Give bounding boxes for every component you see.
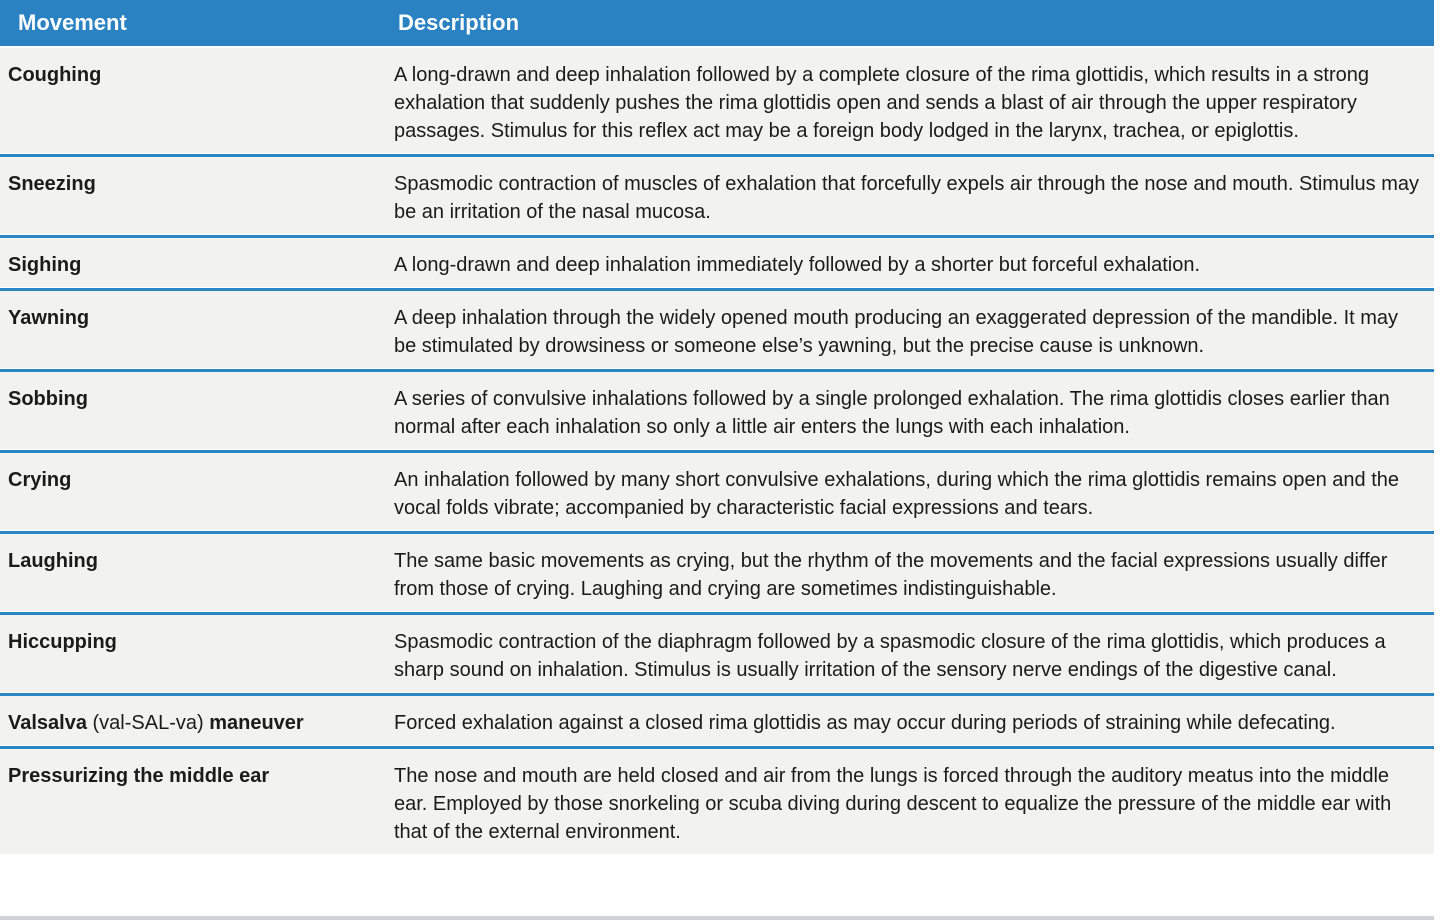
table-row bbox=[0, 693, 1434, 745]
table-row bbox=[0, 369, 1434, 449]
table-row bbox=[0, 288, 1434, 368]
movement-label-part: Sighing bbox=[8, 254, 82, 276]
movement-label-part: Sneezing bbox=[8, 173, 96, 195]
movement-cell bbox=[0, 372, 386, 449]
movement-label-part: Valsalva bbox=[8, 712, 87, 734]
movement-cell bbox=[0, 238, 386, 287]
table-body bbox=[0, 48, 1434, 854]
description-cell: A long-drawn and deep inhalation immediately followed by a shorter but forceful exhalation. bbox=[394, 254, 1201, 276]
description-cell: The nose and mouth are held closed and air from the lungs is forced through the auditory meatus into the middle ear. Employed by those snorkeling or scuba diving during descent to equalize the pressure of the middle ear with that of the external environment. bbox=[394, 765, 1392, 843]
table-row bbox=[0, 154, 1434, 234]
description-cell: A deep inhalation through the widely opened mouth producing an exaggerated depression of the mandible. It may be stimulated by drowsiness or someone else’s yawning, but the precise cause is unknown. bbox=[394, 307, 1399, 357]
description-cell: An inhalation followed by many short convulsive exhalations, during which the rima glottidis remains open and the vocal folds vibrate; accompanied by characteristic facial expressions and tears. bbox=[394, 469, 1400, 519]
column-header-movement: Movement bbox=[18, 10, 127, 35]
movement-label-part: Yawning bbox=[8, 307, 90, 329]
movement-label-part: maneuver bbox=[209, 712, 304, 734]
movement-cell bbox=[0, 615, 386, 692]
movement-label-part: Pressurizing the middle ear bbox=[8, 765, 270, 787]
movement-label-part: Coughing bbox=[8, 64, 102, 86]
description-cell: A series of convulsive inhalations followed by a single prolonged exhalation. The rima glottidis closes earlier than normal after each inhalation so only a little air enters the lungs with each inhalation. bbox=[394, 388, 1390, 438]
table-bottom-edge bbox=[0, 916, 1434, 920]
movement-cell bbox=[0, 48, 386, 153]
table-header-row bbox=[0, 0, 1434, 46]
movement-label-part: Sobbing bbox=[8, 388, 88, 410]
movement-cell bbox=[0, 696, 386, 745]
table-row bbox=[0, 612, 1434, 692]
movement-label-part: (val-SAL-va) bbox=[86, 712, 210, 734]
description-cell: A long-drawn and deep inhalation followed by a complete closure of the rima glottidis, which results in a strong exhalation that suddenly pushes the rima glottidis open and sends a blast of air through the upper respiratory passages. Stimulus for this reflex act may be a foreign body lodged in the larynx, trachea, or epiglottis. bbox=[394, 64, 1369, 142]
movement-cell bbox=[0, 749, 386, 854]
table-row bbox=[0, 235, 1434, 287]
table-row bbox=[0, 531, 1434, 611]
description-cell: The same basic movements as crying, but the rhythm of the movements and the facial expressions usually differ from those of crying. Laughing and crying are sometimes indistinguishable. bbox=[394, 550, 1388, 600]
movement-cell bbox=[0, 157, 386, 234]
movement-label-part: Laughing bbox=[8, 550, 98, 572]
table-row bbox=[0, 48, 1434, 153]
table-row bbox=[0, 746, 1434, 854]
movement-cell bbox=[0, 291, 386, 368]
description-cell: Spasmodic contraction of muscles of exhalation that forcefully expels air through the nose and mouth. Stimulus may be an irritation of the nasal mucosa. bbox=[394, 173, 1419, 223]
movement-cell bbox=[0, 534, 386, 611]
table-row bbox=[0, 450, 1434, 530]
description-cell: Spasmodic contraction of the diaphragm followed by a spasmodic closure of the rima glottidis, which produces a sharp sound on inhalation. Stimulus is usually irritation of the sensory nerve endings of the digestive canal. bbox=[394, 631, 1386, 681]
movement-label-part: Crying bbox=[8, 469, 72, 491]
column-header-description: Description bbox=[398, 10, 520, 35]
description-cell: Forced exhalation against a closed rima glottidis as may occur during periods of straining while defecating. bbox=[394, 712, 1336, 734]
movement-label-part: Hiccupping bbox=[8, 631, 117, 653]
movement-cell bbox=[0, 453, 386, 530]
